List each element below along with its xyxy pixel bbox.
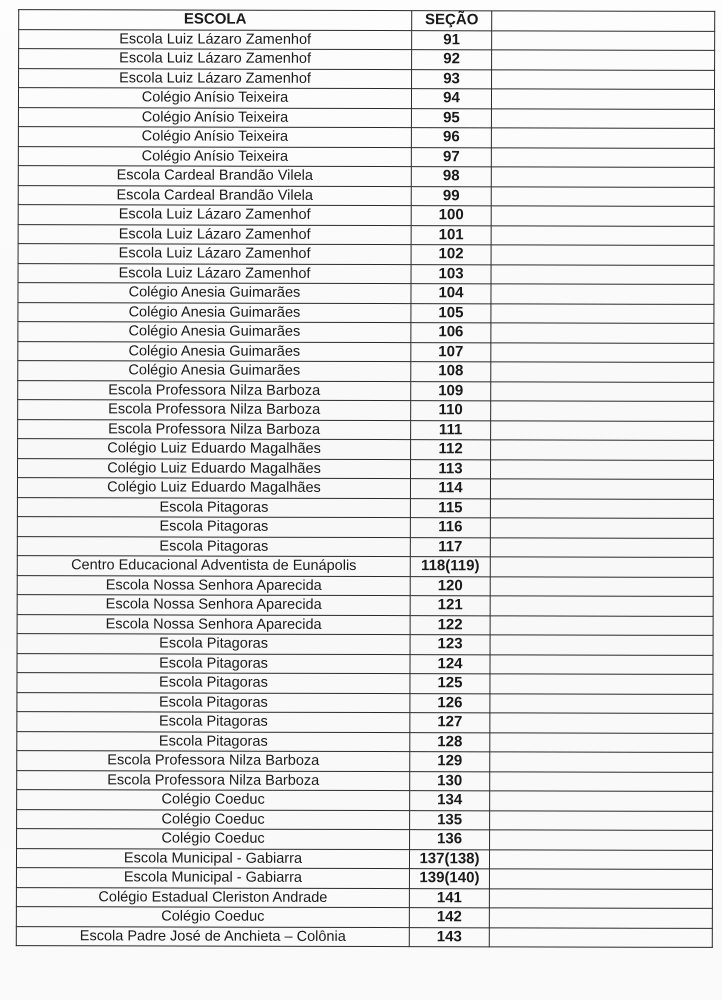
secao-cell: 143 (409, 927, 489, 947)
table-row (17, 790, 713, 811)
secao-cell: 103 (411, 264, 491, 284)
extra-cell (490, 674, 713, 694)
escola-cell: Colégio Coeduc (17, 829, 410, 850)
escola-cell: Colégio Luiz Eduardo Magalhães (18, 458, 411, 479)
secao-cell: 112 (411, 440, 491, 460)
escola-cell: Escola Nossa Senhora Aparecida (17, 595, 410, 616)
extra-cell (490, 635, 713, 655)
secao-cell: 115 (410, 498, 490, 518)
escola-cell: Centro Educacional Adventista de Eunápolis (17, 556, 410, 577)
extra-cell (491, 108, 714, 128)
extra-cell (491, 342, 714, 362)
extra-cell (491, 89, 714, 109)
secao-cell: 141 (409, 888, 489, 908)
escola-cell: Colégio Anísio Teixeira (18, 88, 411, 109)
secao-cell: 117 (410, 537, 490, 557)
escola-cell: Escola Pitagoras (17, 712, 410, 733)
escola-cell: Escola Pitagoras (17, 653, 410, 674)
extra-cell (491, 362, 714, 382)
secao-cell: 101 (411, 225, 491, 245)
secao-cell: 93 (412, 69, 492, 89)
table-row (17, 517, 713, 538)
extra-cell (491, 303, 714, 323)
escola-cell: Escola Pitagoras (17, 536, 410, 557)
secao-cell: 102 (411, 245, 491, 265)
secao-cell: 124 (410, 654, 490, 674)
extra-cell (489, 888, 712, 908)
escola-cell: Colégio Anesia Guimarães (18, 302, 411, 323)
extra-cell (489, 869, 712, 889)
extra-cell (490, 459, 713, 479)
table-row (18, 205, 714, 226)
secao-cell: 98 (411, 167, 491, 187)
table-row (17, 478, 713, 499)
escola-cell: Escola Luiz Lázaro Zamenhof (18, 205, 411, 226)
escola-cell: Escola Pitagoras (17, 731, 410, 752)
table-row (17, 634, 713, 655)
secao-cell: 95 (411, 108, 491, 128)
secao-cell: 110 (411, 401, 491, 421)
extra-cell (490, 732, 713, 752)
table-row (18, 107, 714, 128)
secao-cell: 107 (411, 342, 491, 362)
secao-cell: 104 (411, 284, 491, 304)
extra-cell (491, 225, 714, 245)
secao-cell: 114 (410, 479, 490, 499)
table-row (17, 712, 713, 733)
extra-cell (490, 576, 713, 596)
escola-cell: Colégio Anísio Teixeira (18, 107, 411, 128)
extra-cell (491, 206, 714, 226)
extra-cell (489, 927, 712, 947)
table-row (18, 166, 714, 187)
extra-cell (490, 771, 713, 791)
escola-cell: Escola Municipal - Gabiarra (16, 848, 409, 869)
secao-cell: 92 (412, 50, 492, 70)
extra-cell (490, 791, 713, 811)
secao-cell: 121 (410, 596, 490, 616)
extra-cell (490, 518, 713, 538)
escola-cell: Colégio Coeduc (17, 790, 410, 811)
escola-cell: Escola Pitagoras (17, 692, 410, 713)
escola-cell: Escola Cardeal Brandão Vilela (18, 185, 411, 206)
escola-cell: Escola Nossa Senhora Aparecida (17, 575, 410, 596)
extra-cell (491, 147, 714, 167)
table-row (18, 88, 714, 109)
secao-cell: 134 (410, 791, 490, 811)
escola-cell: Escola Luiz Lázaro Zamenhof (19, 29, 412, 50)
secao-cell: 123 (410, 635, 490, 655)
escola-cell: Escola Professora Nilza Barboza (17, 751, 410, 772)
table-row (16, 887, 712, 908)
escola-cell: Escola Pitagoras (17, 517, 410, 538)
escola-cell: Colégio Coeduc (16, 907, 409, 928)
table-row (18, 458, 714, 479)
extra-cell (490, 830, 713, 850)
table-header-row (19, 10, 715, 31)
escola-cell: Colégio Anesia Guimarães (18, 322, 411, 343)
extra-cell (491, 284, 714, 304)
escola-cell: Escola Professora Nilza Barboza (18, 400, 411, 421)
table-row (18, 146, 714, 167)
escola-cell: Escola Luiz Lázaro Zamenhof (19, 68, 412, 89)
table-row (18, 263, 714, 284)
escola-cell: Escola Luiz Lázaro Zamenhof (19, 49, 412, 70)
secao-cell: 113 (410, 459, 490, 479)
secao-cell: 106 (411, 323, 491, 343)
extra-cell (491, 401, 714, 421)
table-row (17, 497, 713, 518)
table-row (18, 419, 714, 440)
escola-cell: Escola Pitagoras (17, 673, 410, 694)
extra-cell (491, 440, 714, 460)
header-escola: ESCOLA (19, 10, 412, 31)
table-row (16, 926, 712, 947)
extra-cell (491, 186, 714, 206)
table-row (18, 302, 714, 323)
secao-cell: 137(138) (409, 849, 489, 869)
secao-cell: 108 (411, 362, 491, 382)
table-row (18, 224, 714, 245)
secao-cell: 122 (410, 615, 490, 635)
extra-cell (489, 849, 712, 869)
escola-cell: Colégio Anesia Guimarães (18, 361, 411, 382)
escola-cell: Escola Professora Nilza Barboza (18, 419, 411, 440)
extra-cell (491, 381, 714, 401)
secao-cell: 142 (409, 908, 489, 928)
escola-cell: Colégio Anísio Teixeira (18, 146, 411, 167)
secao-cell: 100 (411, 206, 491, 226)
table-row (17, 614, 713, 635)
table-row (16, 868, 712, 889)
table-row (18, 439, 714, 460)
secao-cell: 130 (410, 771, 490, 791)
secao-cell: 120 (410, 576, 490, 596)
escola-cell: Escola Pitagoras (17, 497, 410, 518)
secao-cell: 94 (411, 89, 491, 109)
table-row (18, 322, 714, 343)
escola-cell: Colégio Anesia Guimarães (18, 283, 411, 304)
table-row (19, 29, 715, 50)
extra-cell (490, 615, 713, 635)
table-row (17, 575, 713, 596)
extra-cell (490, 810, 713, 830)
table-row (18, 127, 714, 148)
escola-cell: Colégio Coeduc (17, 809, 410, 830)
table-row (17, 673, 713, 694)
escola-cell: Colégio Anesia Guimarães (18, 341, 411, 362)
secao-cell: 105 (411, 303, 491, 323)
extra-cell (490, 654, 713, 674)
schools-sections-table (16, 9, 715, 948)
secao-cell: 97 (411, 147, 491, 167)
extra-cell (491, 420, 714, 440)
secao-cell: 116 (410, 518, 490, 538)
table-row (19, 49, 715, 70)
table-row (16, 848, 712, 869)
table-row (16, 907, 712, 928)
table-row (18, 361, 714, 382)
extra-cell (490, 713, 713, 733)
table-row (17, 809, 713, 830)
table-row (18, 341, 714, 362)
escola-cell: Escola Pitagoras (17, 634, 410, 655)
secao-cell: 128 (410, 732, 490, 752)
table-row (18, 400, 714, 421)
table-row (19, 68, 715, 89)
extra-cell (490, 596, 713, 616)
escola-cell: Colégio Estadual Cleriston Andrade (16, 887, 409, 908)
table-row (18, 185, 714, 206)
secao-cell: 136 (410, 830, 490, 850)
extra-cell (492, 50, 715, 70)
extra-cell (491, 323, 714, 343)
table-row (17, 653, 713, 674)
extra-cell (490, 693, 713, 713)
table-row (17, 770, 713, 791)
table-row (17, 731, 713, 752)
secao-cell: 127 (410, 713, 490, 733)
table-row (18, 283, 714, 304)
extra-cell (490, 752, 713, 772)
secao-cell: 96 (411, 128, 491, 148)
secao-cell: 135 (410, 810, 490, 830)
extra-cell (490, 498, 713, 518)
secao-cell: 139(140) (409, 869, 489, 889)
escola-cell: Escola Cardeal Brandão Vilela (18, 166, 411, 187)
secao-cell: 109 (411, 381, 491, 401)
escola-cell: Escola Nossa Senhora Aparecida (17, 614, 410, 635)
escola-cell: Escola Luiz Lázaro Zamenhof (18, 263, 411, 284)
table-row (17, 692, 713, 713)
extra-cell (489, 908, 712, 928)
extra-cell (491, 128, 714, 148)
table-body (16, 29, 714, 947)
table-row (18, 380, 714, 401)
extra-cell (490, 557, 713, 577)
table-row (17, 536, 713, 557)
extra-cell (492, 69, 715, 89)
escola-cell: Escola Padre José de Anchieta – Colônia (16, 926, 409, 947)
escola-cell: Escola Professora Nilza Barboza (17, 770, 410, 791)
table-row (18, 244, 714, 265)
secao-cell: 111 (411, 420, 491, 440)
table-row (17, 751, 713, 772)
extra-cell (491, 245, 714, 265)
header-extra (492, 11, 715, 31)
escola-cell: Colégio Anísio Teixeira (18, 127, 411, 148)
table-row (17, 829, 713, 850)
secao-cell: 118(119) (410, 557, 490, 577)
extra-cell (491, 264, 714, 284)
escola-cell: Colégio Luiz Eduardo Magalhães (18, 439, 411, 460)
escola-cell: Colégio Luiz Eduardo Magalhães (17, 478, 410, 499)
secao-cell: 129 (410, 752, 490, 772)
extra-cell (490, 537, 713, 557)
escola-cell: Escola Professora Nilza Barboza (18, 380, 411, 401)
secao-cell: 91 (412, 30, 492, 50)
escola-cell: Escola Luiz Lázaro Zamenhof (18, 224, 411, 245)
extra-cell (490, 479, 713, 499)
secao-cell: 125 (410, 674, 490, 694)
table-row (17, 556, 713, 577)
extra-cell (492, 30, 715, 50)
secao-cell: 99 (411, 186, 491, 206)
secao-cell: 126 (410, 693, 490, 713)
header-secao: SEÇÃO (412, 11, 492, 31)
escola-cell: Escola Municipal - Gabiarra (16, 868, 409, 889)
table-row (17, 595, 713, 616)
escola-cell: Escola Luiz Lázaro Zamenhof (18, 244, 411, 265)
extra-cell (491, 167, 714, 187)
